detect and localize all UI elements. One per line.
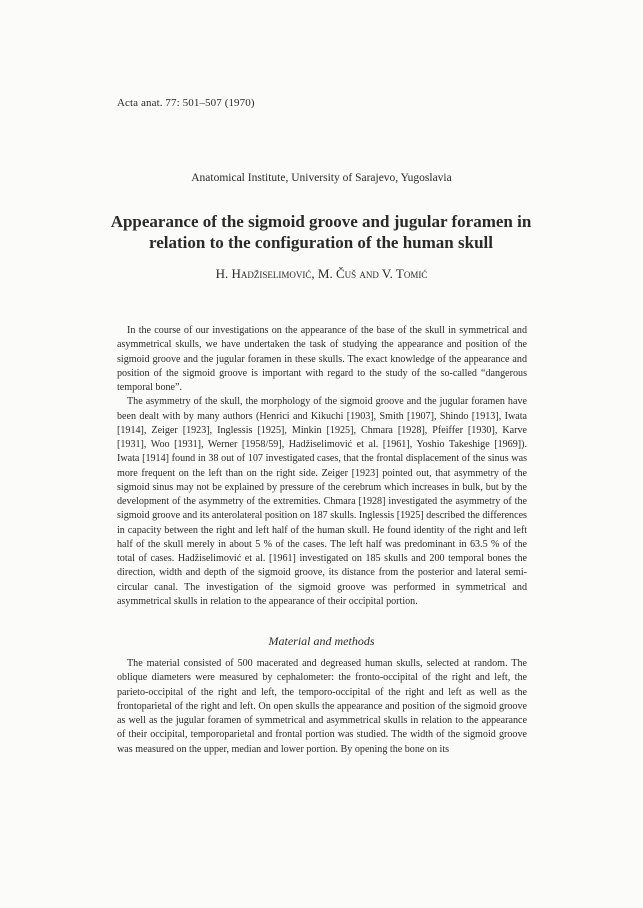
paragraph: In the course of our investigations on the appearance of the base of the skull in symmetrical and asymmetrical skulls, we have undertaken the task of studying the appearance and position of the sigmoid groove and the jugular foramen in these skulls. The exact knowledge of the appearance and position of the sigmoid groove is important with regard to the study of the so-called “dangerous temporal bone”. (117, 325, 527, 393)
author-affiliation: Anatomical Institute, University of Sarajevo, Yugoslavia (191, 172, 452, 184)
journal-reference: Acta anat. 77: 501–507 (1970) (117, 97, 255, 109)
author-list: H. Hadžiselimović, M. Čuš and V. Tomić (215, 266, 428, 281)
section-heading: Material and methods (268, 634, 375, 648)
paragraph: The asymmetry of the skull, the morphology of the sigmoid groove and the jugular foramen have been dealt with by many authors (Henrici and Kikuchi [1903], Smith [1907], Shindo [1913], Iwata [1914], Zeiger [1923], Inglessis [1925], Minkin [1925], Chmara [1928], Pfeiffer [1930], Karve [1931], Woo [1931], Werner [1958/59], Hadžiselimović et al. [1961], Yoshio Takeshige [1969]). Iwata [1914] found in 38 out of 107 investigated cases, that the frontal displacement of the sinus was more frequent on the left than on the right side. Zeiger [1923] pointed out, that asymmetry of the sigmoid sinus may not be explained by pressure of the cerebrum which increases in bulk, but by the development of the asymmetry of the extremities. Chmara [1928] investigated the asymmetry of the sigmoid groove and its anterolateral position on 187 skulls. Inglessis [1925] described the differences in capacity between the right and left half of the human skull. He found identity of the right and left half of the skull merely in about 5 % of the cases. The left half was predominant in 63.5 % of the total of cases. Hadžiselimović et al. [1961] investigated on 185 skulls and 200 temporal bones the direction, width and depth of the sigmoid groove, its distance from the posterior and lateral semi-circular canal. The investigation of the sigmoid groove was performed in symmetrical and asymmetrical skulls in relation to the appearance of their occipital portion. (117, 396, 527, 607)
methods-section (117, 657, 527, 757)
paragraph: The material consisted of 500 macerated and degreased human skulls, selected at random. The oblique diameters were measured by cephalometer: the fronto-occipital of the right and left, the parieto-occipital of the right and left, the temporo-occipital of the right and left as well as the frontoparietal of the right and left. On open skulls the appearance and position of the sigmoid groove as well as the jugular foramen of symmetrical and asymmetrical skulls in relation to the appearance of their occipital, temporoparietal and frontal portion was studied. The width of the sigmoid groove was measured on the upper, median and lower portion. By opening the bone on its (117, 658, 527, 755)
introduction-section (117, 324, 527, 609)
paper-title: Appearance of the sigmoid groove and jugular foramen in relation to the configuration of the human skull (110, 212, 532, 252)
